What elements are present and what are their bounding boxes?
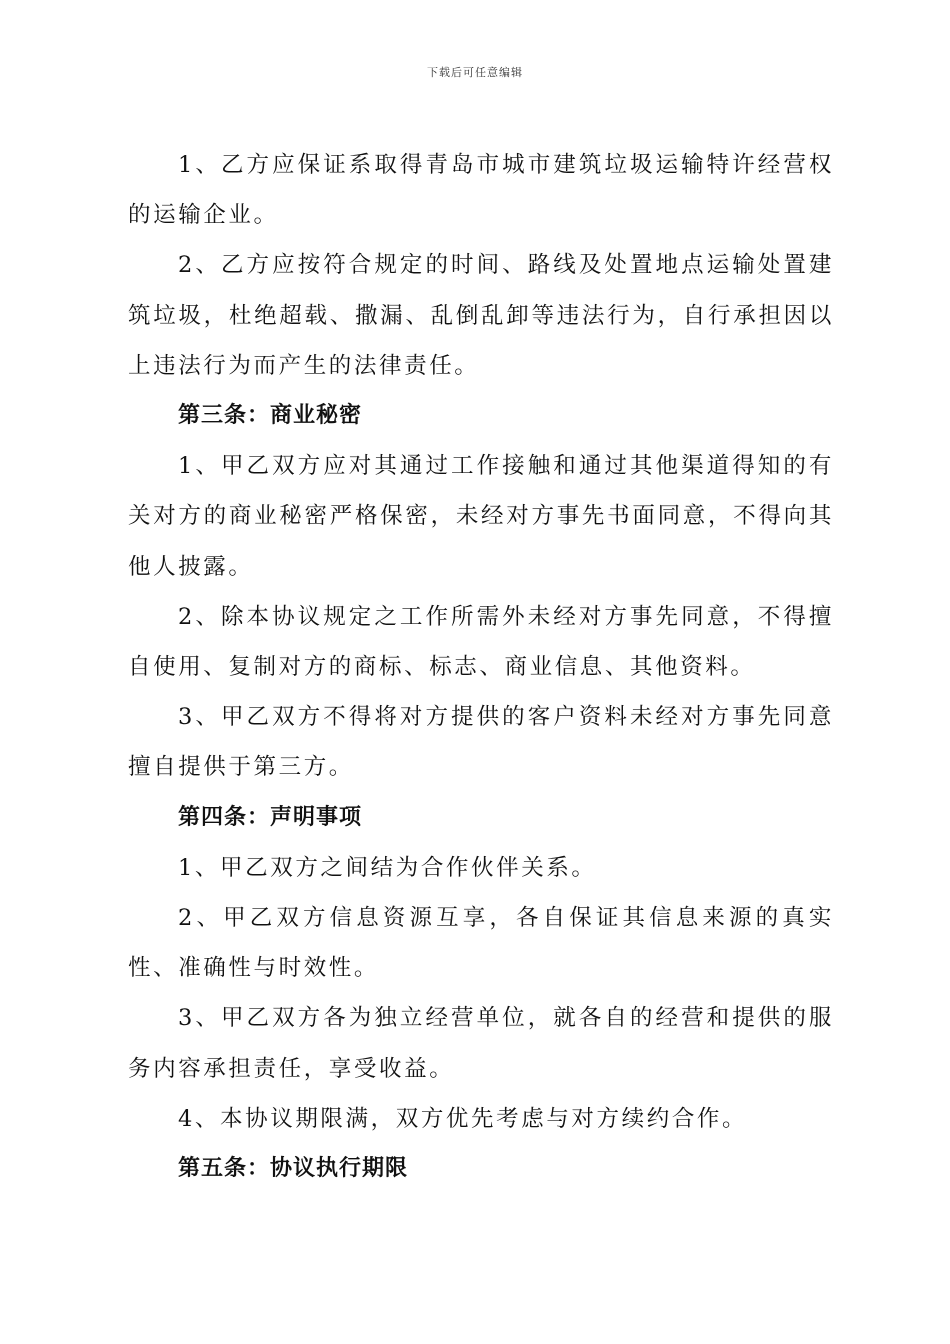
clause-3-item-1: 1、甲乙双方应对其通过工作接触和通过其他渠道得知的有关对方的商业秘密严格保密，未经对方事先书面同意，不得向其他人披露。 bbox=[128, 453, 834, 580]
clause-4-item-2: 2、甲乙双方信息资源互享，各自保证其信息来源的真实性、准确性与时效性。 bbox=[128, 905, 834, 982]
document-body bbox=[128, 140, 834, 1194]
clause-3-item-2: 2、除本协议规定之工作所需外未经对方事先同意，不得擅自使用、复制对方的商标、标志、商业信息、其他资料。 bbox=[128, 603, 834, 681]
clause-3-item-3: 3、甲乙双方不得将对方提供的客户资料未经对方事先同意擅自提供于第三方。 bbox=[128, 704, 834, 781]
clause-4-item-1: 1、甲乙双方之间结为合作伙伴关系。 bbox=[178, 854, 597, 881]
clause-2-item-1: 1、乙方应保证系取得青岛市城市建筑垃圾运输特许经营权的运输企业。 bbox=[128, 152, 834, 229]
clause-4-item-3: 3、甲乙双方各为独立经营单位，就各自的经营和提供的服务内容承担责任，享受收益。 bbox=[128, 1005, 834, 1082]
article-3-heading: 第三条：商业秘密 bbox=[178, 403, 363, 429]
article-5-heading: 第五条：协议执行期限 bbox=[178, 1156, 409, 1182]
clause-2-item-2: 2、乙方应按符合规定的时间、路线及处置地点运输处置建筑垃圾，杜绝超载、撒漏、乱倒乱卸等违法行为，自行承担因以上违法行为而产生的法律责任。 bbox=[128, 252, 834, 379]
page-header: 下载后可任意编辑 bbox=[427, 66, 523, 79]
clause-4-item-4: 4、本协议期限满，双方优先考虑与对方续约合作。 bbox=[178, 1105, 748, 1132]
article-4-heading: 第四条：声明事项 bbox=[178, 804, 363, 830]
